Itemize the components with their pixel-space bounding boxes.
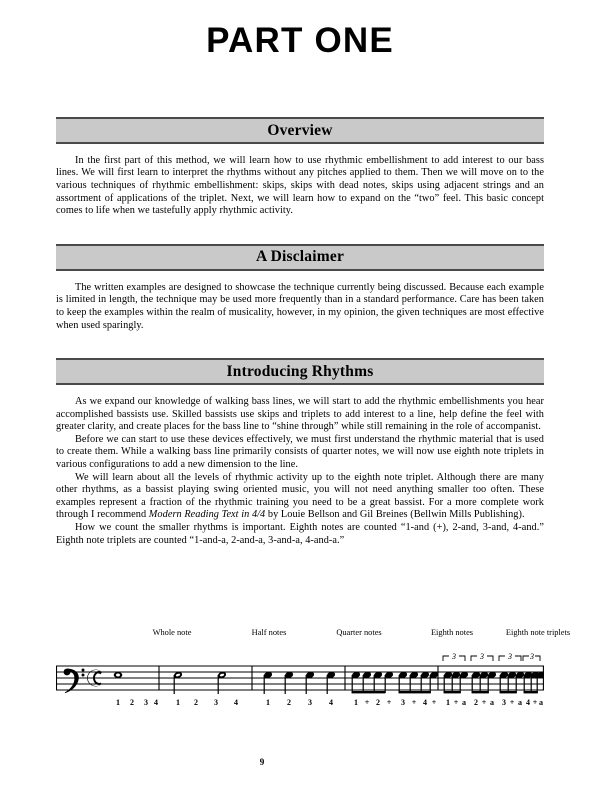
figure-label: Half notes bbox=[251, 628, 287, 637]
count-label: 4 bbox=[423, 698, 427, 707]
page-title: PART ONE bbox=[206, 21, 394, 60]
rhythm-notation-figure bbox=[56, 628, 571, 720]
paragraph: In the first part of this method, we will learn how to use rhythmic embellishment to add interest to our bass lines. We will first learn to interpret the rhythms without any pitches applied to them. Then we will move on to the various techniques of rhythmic embellishment: skips, skips with dead notes, skips using adjacent strings and an assortment of applications of the triplet. Next, we will learn how to expand on the “two” feel. This basic concept comes to life when we tastefully apply rhythmic activity. bbox=[56, 154, 544, 217]
count-label: + bbox=[453, 698, 459, 707]
figure-label: Quarter notes bbox=[336, 628, 382, 637]
count-label: + bbox=[386, 698, 392, 707]
paragraph: Before we can start to use these devices effectively, we must first understand the rhythmic material that is used to create them. While a walking bass line primarily consists of quarter notes, we will now use eighth note triplets in various configurations to add a new dimension to the line. bbox=[56, 433, 544, 471]
paragraph: How we count the smaller rhythms is important. Eighth notes are counted “1-and (+), 2-and, 3-and, 4-and.” Eighth note triplets are counted “1-and-a, 2-and-a, 3-and-a, 4-and-a.” bbox=[56, 522, 544, 546]
count-label: + bbox=[431, 698, 437, 707]
music-staff bbox=[56, 662, 544, 702]
book-credit: by Louie Bellson and Gil Breines (Bellwin Mills Publishing). bbox=[265, 509, 525, 521]
whole-note bbox=[114, 672, 123, 678]
count-label: a bbox=[462, 698, 466, 707]
count-label: 1 bbox=[116, 698, 120, 707]
book-title-italic: Modern Reading Text in 4/4 bbox=[148, 509, 266, 521]
section-body-overview bbox=[56, 155, 544, 218]
section-body-a-disclaimer bbox=[56, 282, 544, 332]
count-label: 3 bbox=[144, 698, 148, 707]
count-label: 1 bbox=[354, 698, 358, 707]
count-label: + bbox=[481, 698, 487, 707]
count-label: 2 bbox=[194, 698, 198, 707]
count-label: a bbox=[539, 698, 543, 707]
figure-label: Whole note bbox=[152, 628, 192, 637]
count-label: 4 bbox=[526, 698, 530, 707]
count-label: 2 bbox=[474, 698, 478, 707]
quarter-notes bbox=[263, 671, 336, 694]
svg-text:3: 3 bbox=[452, 652, 456, 661]
section-heading-text: Introducing Rhythms bbox=[226, 362, 374, 380]
section-heading-text: A Disclaimer bbox=[255, 248, 345, 266]
count-label: 1 bbox=[176, 698, 180, 707]
count-label: 2 bbox=[287, 698, 291, 707]
count-label: 4 bbox=[234, 698, 238, 707]
paragraph-with-citation bbox=[56, 472, 544, 522]
section-header-introducing-rhythms bbox=[56, 358, 544, 385]
count-label: a bbox=[518, 698, 522, 707]
section-header-overview bbox=[56, 117, 544, 144]
count-label: 3 bbox=[502, 698, 506, 707]
count-label: + bbox=[509, 698, 515, 707]
count-label: + bbox=[532, 698, 538, 707]
count-label: 2 bbox=[130, 698, 134, 707]
page-number: 9 bbox=[259, 757, 265, 767]
paragraph-lead: We will learn about all the levels of rhythmic activity up to the eighth note triplet. Although there are many other rhythms, as a bassist playing swing oriented music, you will not need anything smaller too often. These examples represent a fraction of the rhythmic training you need to be a great bassist. For a more complete work through I recommend bbox=[56, 471, 544, 521]
section-body-introducing-rhythms bbox=[56, 396, 544, 547]
triplet-brackets bbox=[56, 646, 544, 662]
count-label: 3 bbox=[214, 698, 218, 707]
figure-label: Eighth notes bbox=[430, 628, 474, 637]
paragraph: The written examples are designed to showcase the technique currently being discussed. Because each example is limited in length, the technique may be used more frequently than in a standard performance. Care has been taken to keep the examples within the realm of musicality, however, in my opinion, the given techniques are most effective when used sparingly. bbox=[56, 281, 544, 331]
section-heading-text: Overview bbox=[267, 121, 333, 139]
section-header-a-disclaimer bbox=[56, 244, 544, 271]
counting-row bbox=[56, 698, 544, 712]
count-label: + bbox=[364, 698, 370, 707]
count-label: 4 bbox=[329, 698, 333, 707]
staff-svg bbox=[56, 662, 544, 702]
figure-label: Eighth note triplets bbox=[505, 628, 571, 637]
count-label: 3 bbox=[308, 698, 312, 707]
figure-labels bbox=[56, 628, 571, 642]
svg-text:3: 3 bbox=[480, 652, 484, 661]
paragraph: As we expand our knowledge of walking bass lines, we will start to add the rhythmic embellishments you hear accomplished bassists use. Skilled bassists use skips and triplets to add interest to a line, help define the feel with greater clarity, and create places for the bass line to “shine through” while still remaining in the role of accompanist. bbox=[56, 396, 544, 433]
count-label: + bbox=[411, 698, 417, 707]
half-notes bbox=[173, 671, 227, 694]
count-label: 2 bbox=[376, 698, 380, 707]
svg-text:3: 3 bbox=[530, 652, 534, 661]
count-label: 4 bbox=[154, 698, 158, 707]
svg-text:3: 3 bbox=[508, 652, 512, 661]
count-label: 1 bbox=[446, 698, 450, 707]
count-label: 3 bbox=[401, 698, 405, 707]
count-label: a bbox=[490, 698, 494, 707]
count-label: 1 bbox=[266, 698, 270, 707]
